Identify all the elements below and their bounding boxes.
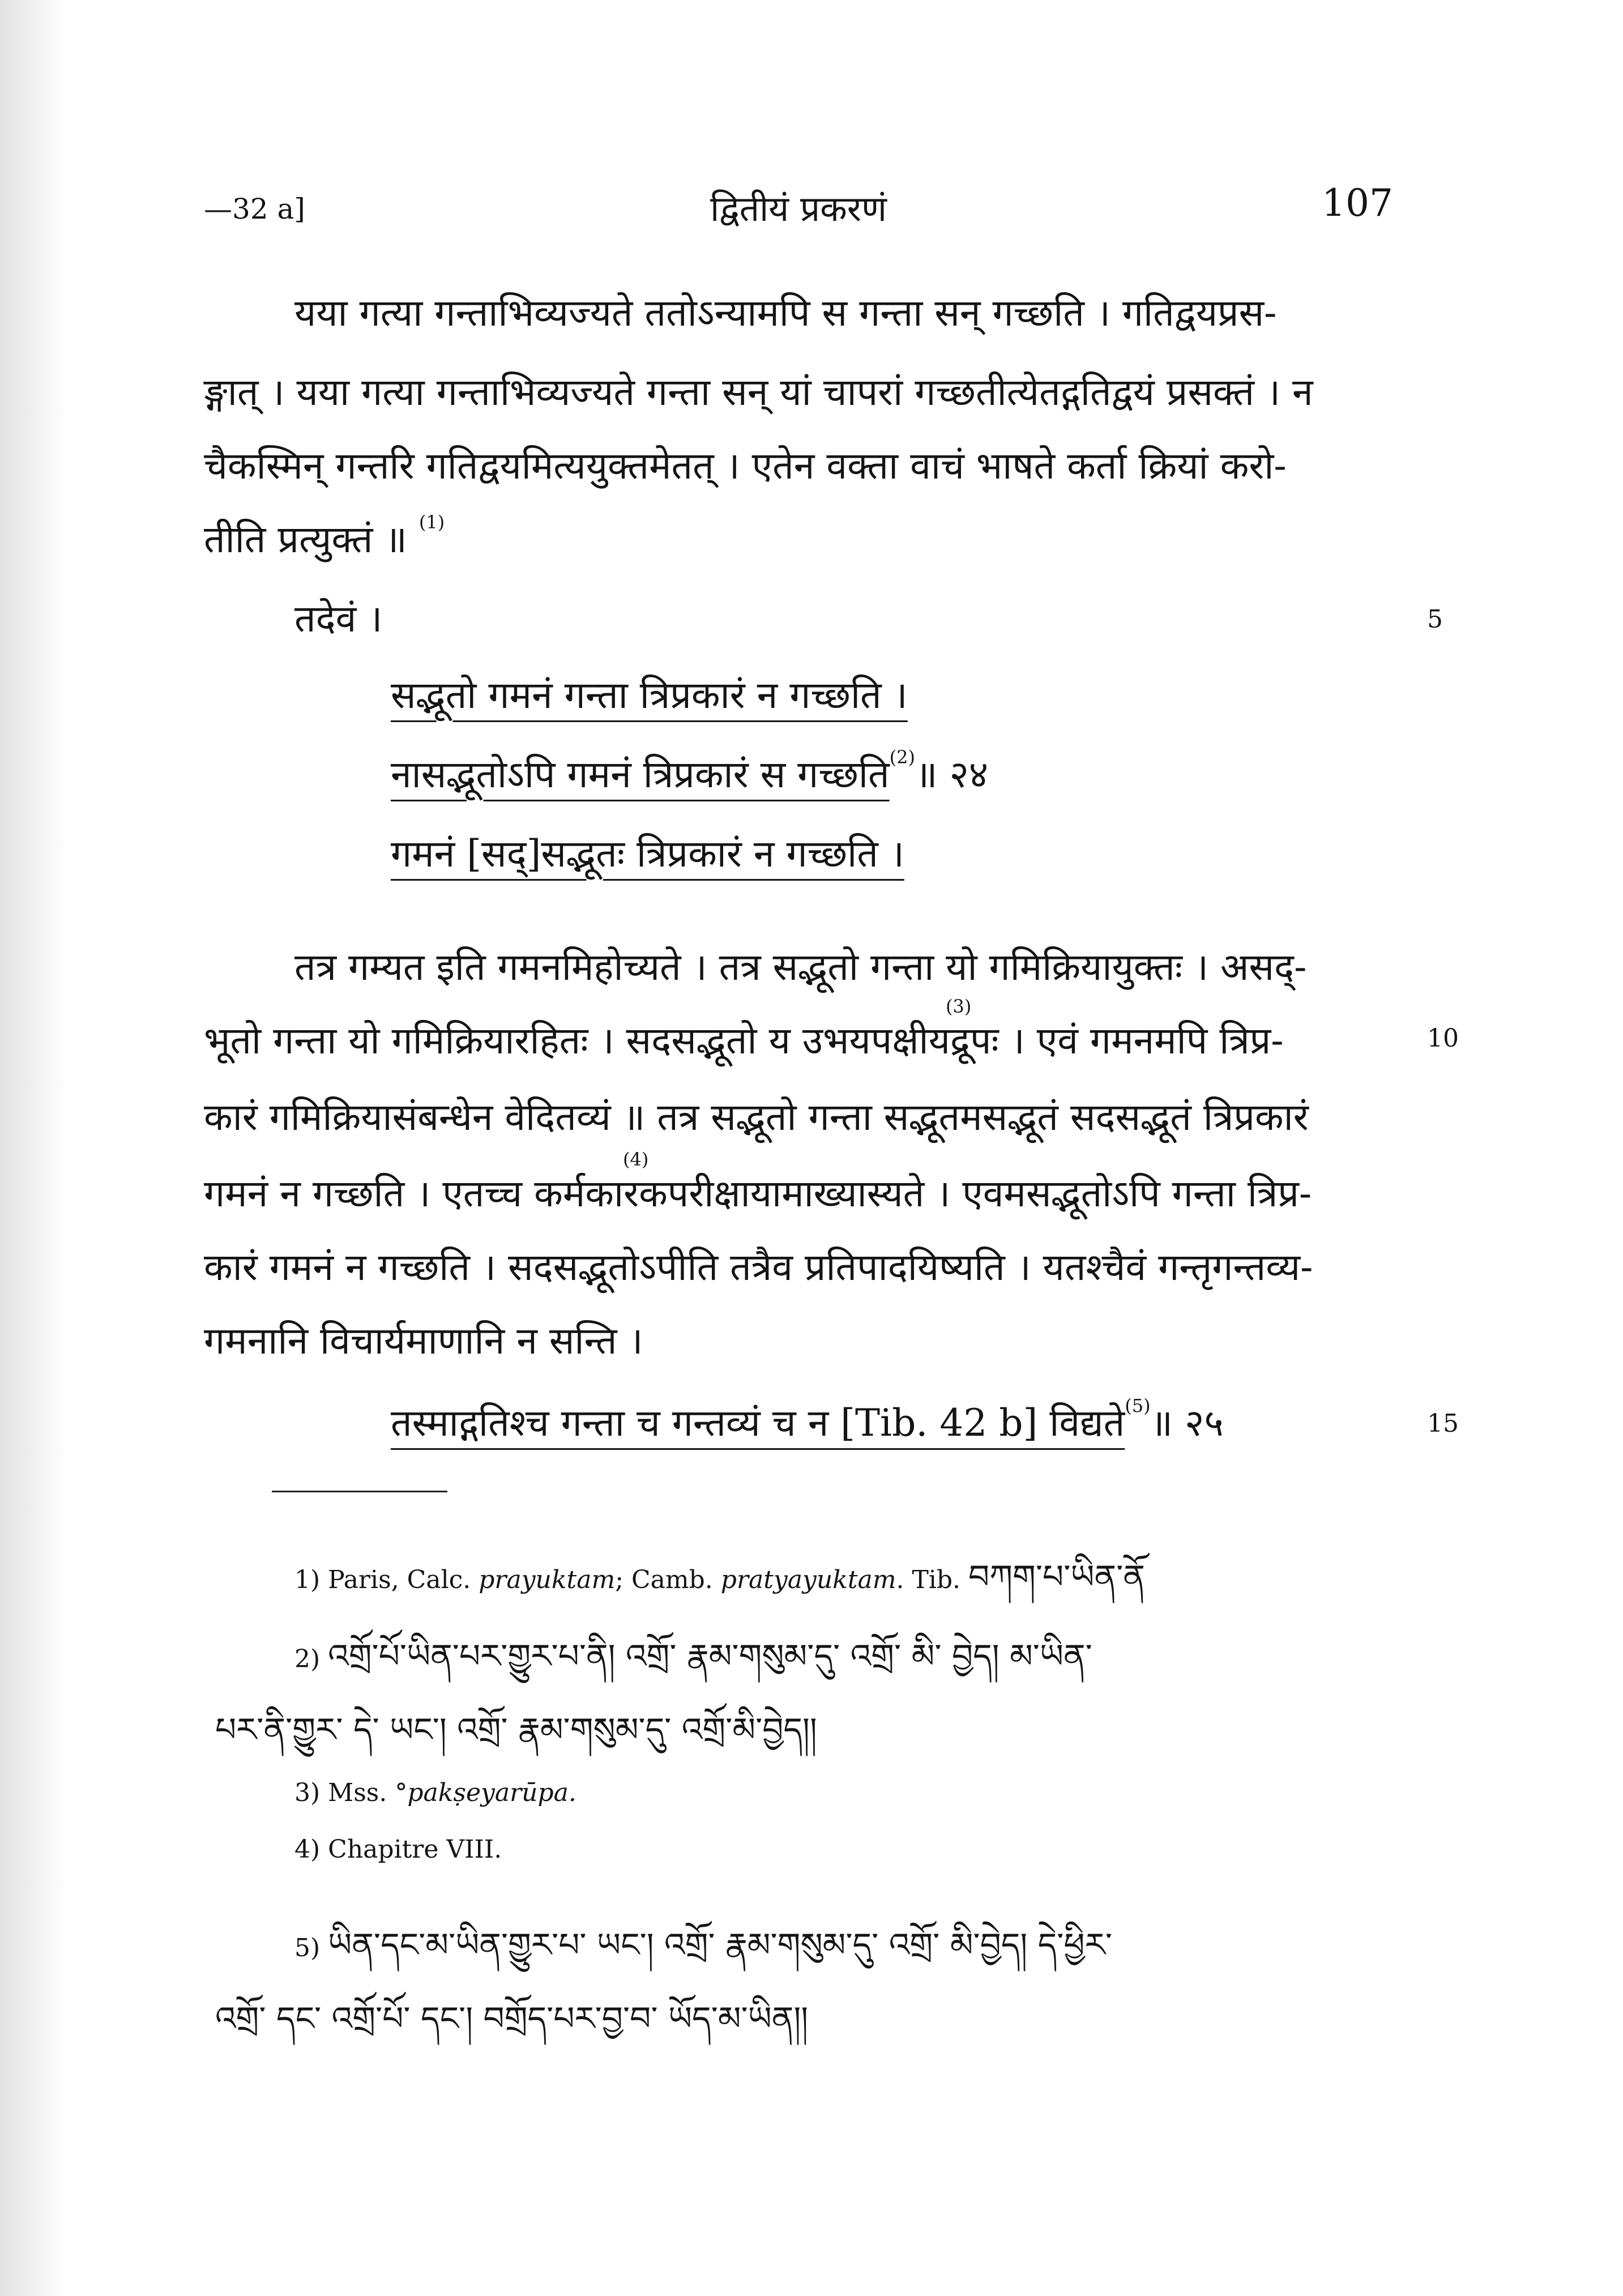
body-line: ङ्गात् । यया गत्या गन्ताभिव्यज्यते गन्ता सन् यां चापरां गच्छतीत्येतद्गतिद्वयं प्रसक्तं । न: [204, 370, 1313, 414]
body-line: गमनं न गच्छति । एतच्च कर्मकारकपरीक्षायामाख्यास्यते । एवमसद्भूतोऽपि गन्ता त्रिप्र-: [204, 1172, 1312, 1215]
footnote-variant: pakṣeyarūpa.: [407, 1778, 576, 1807]
footnote-3: [294, 1778, 576, 1807]
tibetan-text: བཀག་པ་ཡིན་ནོ: [968, 1557, 1145, 1596]
body-text: तीति प्रत्युक्तं ॥: [204, 518, 407, 561]
footnote-text: 1) Paris, Calc.: [294, 1565, 479, 1594]
verse-text: नासद्भूतोऽपि गमनं त्रिप्रकारं स गच्छति: [391, 753, 890, 796]
verse-line: [391, 748, 988, 799]
verse-line: गमनं [सद्]सद्भूतः त्रिप्रकारं न गच्छति ।: [391, 832, 904, 876]
tibetan-text: ཡིན་དང་མ་ཡིན་གྱུར་པ་ ཡང་། འགྲོ་ རྣམ་གསུམ་དུ་ འགྲོ་ མི་བྱེད། དེ་ཕྱིར་: [328, 1926, 1112, 1964]
footnote-text: 3) Mss. °: [294, 1778, 408, 1807]
header-reference: —32 a]: [204, 193, 305, 225]
footnote-variant: pratyayuktam: [720, 1565, 896, 1594]
footnote-1: [294, 1540, 1145, 1633]
page-number: 107: [1322, 181, 1393, 225]
running-header: [204, 181, 1393, 238]
chapter-title: द्वितीयं प्रकरणं: [710, 188, 887, 229]
scan-edge-shadow: [0, 0, 85, 2296]
body-line: तत्र गम्यत इति गमनमिहोच्यते । तत्र सद्भूतो गन्ता यो गमिक्रियायुक्तः । असद्-: [294, 945, 1307, 989]
body-line: गमनानि विचार्यमाणानि न सन्ति ।: [204, 1319, 643, 1363]
verse-number: ॥ २५: [1150, 1401, 1224, 1445]
footnote-text: 5): [294, 1934, 328, 1962]
footnote-marker: (3): [946, 996, 972, 1017]
body-line: कारं गमनं न गच्छति । सदसद्भूतोऽपीति तत्रैव प्रतिपादयिष्यति । यतश्चैवं गन्तृगन्तव्य-: [204, 1245, 1313, 1289]
line-number: 15: [1427, 1409, 1459, 1438]
footnote-marker: (5): [1125, 1395, 1151, 1416]
verse-text: तस्माद्गतिश्च गन्ता च गन्तव्यं च न [Tib. 42 b] विद्यते: [391, 1401, 1125, 1445]
footnote-5-cont: [215, 1982, 808, 2075]
verse-intro: तदेवं ।: [294, 597, 383, 641]
body-line: [204, 513, 445, 564]
footnote-text: 2): [294, 1645, 328, 1674]
verse-number: ॥ २४: [915, 753, 989, 796]
line-number: 10: [1427, 1024, 1459, 1053]
verse-line: सद्भूतो गमनं गन्ता त्रिप्रकारं न गच्छति ।: [391, 673, 908, 717]
line-number: 5: [1427, 605, 1443, 634]
body-line: भूतो गन्ता यो गमिक्रियारहितः । सदसद्भूतो य उभयपक्षीयद्रूपः । एवं गमनमपि त्रिप्र-: [204, 1019, 1284, 1062]
footnote-variant: prayuktam: [479, 1565, 616, 1594]
footnote-marker: (4): [623, 1149, 649, 1170]
footnote-marker: (1): [418, 511, 445, 533]
footnote-separator: [272, 1491, 447, 1492]
tibetan-text: འགྲོ་པོ་ཡིན་པར་གྱུར་པ་ནི། འགྲོ་ རྣམ་གསུམ་དུ་ འགྲོ་ མི་ བྱེད། མ་ཡིན་: [328, 1637, 1092, 1675]
footnote-4: 4) Chapitre VIII.: [294, 1835, 502, 1864]
tibetan-text: པར་ནི་གྱུར་ དེ་ ཡང་། འགྲོ་ རྣམ་གསུམ་དུ་ འགྲོ་མི་བྱེད།།: [215, 1710, 817, 1749]
footnote-text: . Tib.: [896, 1565, 969, 1594]
footnote-text: ; Camb.: [615, 1565, 721, 1594]
tibetan-text: འགྲོ་ དང་ འགྲོ་པོ་ དང་། བགྲོད་པར་བྱ་བ་ ཡོད་མ་ཡིན།།: [215, 1999, 809, 2038]
body-line: चैकस्मिन् गन्तरि गतिद्वयमित्ययुक्तमेतत् । एतेन वक्ता वाचं भाषते कर्ता क्रियां करो-: [204, 444, 1287, 488]
body-line: कारं गमिक्रियासंबन्धेन वेदितव्यं ॥ तत्र सद्भूतो गन्ता सद्भूतमसद्भूतं सदसद्भूतं त्रिप्रकारं: [204, 1095, 1309, 1139]
body-line: यया गत्या गन्ताभिव्यज्यते ततोऽन्यामपि स गन्ता सन् गच्छति । गतिद्वयप्रस-: [294, 291, 1277, 335]
footnote-marker: (2): [889, 746, 915, 768]
verse-line: [391, 1396, 1224, 1447]
footnote-2-cont: [215, 1693, 817, 1786]
